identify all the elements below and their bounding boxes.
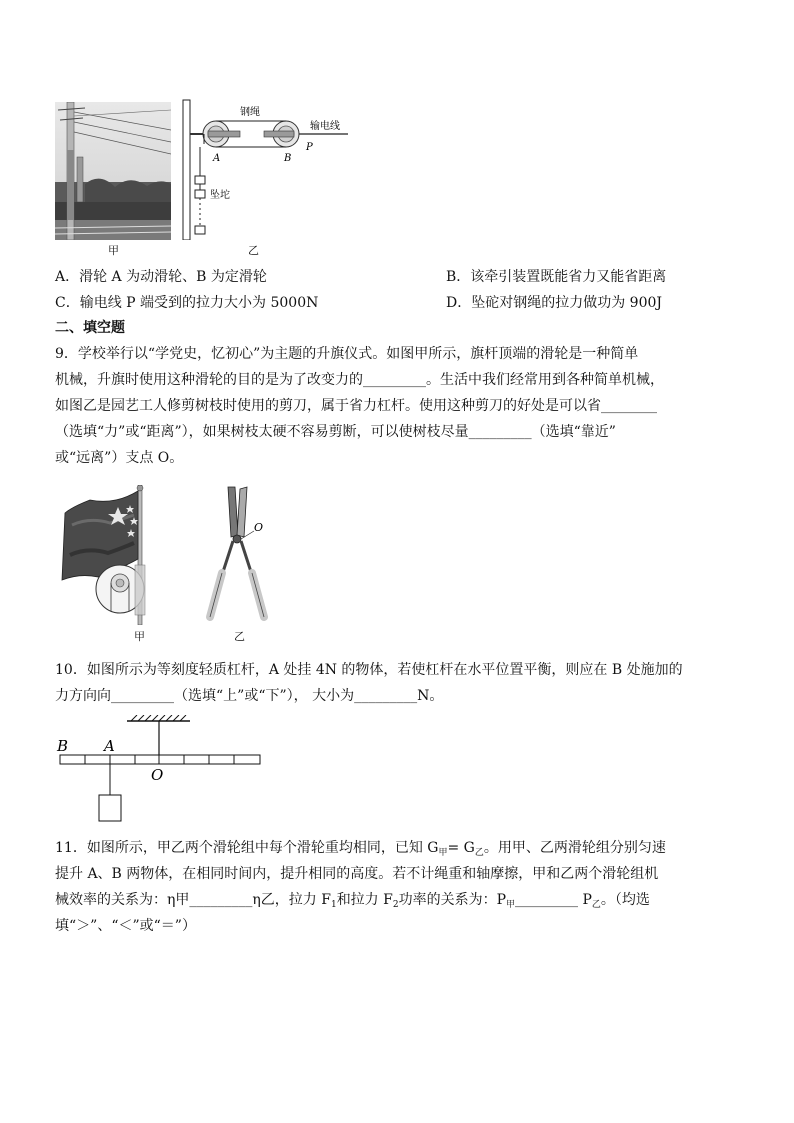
label-weight: 坠坨 [210, 190, 230, 201]
pulley-traction-diagram [178, 98, 358, 240]
label-pulley-a: A [213, 153, 221, 164]
q11-sub-p-yi: 乙 [591, 900, 601, 910]
q9-line-5: 或“远离”）支点 O。 [55, 450, 184, 466]
figure-power-line-photo [55, 102, 171, 240]
label-rope: 钢绳 [240, 107, 260, 118]
label-wire: 输电线 [310, 121, 340, 132]
lever-label-b: B [57, 737, 69, 755]
q10-line-2: 力方向向_________（选填“上”或“下”）， 大小为_________N。 [55, 688, 444, 704]
q8-option-d: D．坠砣对钢绳的拉力做功为 900J [446, 295, 663, 311]
q10-line-1: 10．如图所示为等刻度轻质杠杆，A 处挂 4N 的物体，若使杠杆在水平位置平衡，则应在 B 处施加的 [55, 662, 683, 678]
q9-line-1: 9．学校举行以“学党史，忆初心”为主题的升旗仪式。如图甲所示，旗杆顶端的滑轮是一种简单 [55, 346, 639, 362]
q8-option-c: C．输电线 P 端受到的拉力大小为 5000N [55, 295, 319, 311]
q11-line-1-text-c: 。用甲、乙两滑轮组分别匀速 [483, 840, 666, 856]
q11-line-4: 填“＞”、“＜”或“＝”） [55, 918, 196, 934]
q9-line-3: 如图乙是园艺工人修剪树枝时使用的剪刀，属于省力杠杆。使用这种剪刀的好处是可以省________ [55, 398, 657, 414]
q11-line-2: 提升 A、B 两物体，在相同时间内，提升相同的高度。若不计绳重和轴摩擦，甲和乙两个滑轮组机 [55, 866, 659, 882]
q11-sub-f2: 2 [392, 900, 399, 910]
q11-line-1-text-a: 11．如图所示，甲乙两个滑轮组中每个滑轮重均相同，已知 G [55, 840, 439, 856]
lever-label-o: O [151, 766, 164, 784]
q11-line-3 [55, 890, 745, 915]
q11-line-1 [55, 838, 745, 863]
q9-line-4: （选填“力”或“距离”），如果树枝太硬不容易剪断，可以使树枝尽量_________（选填“靠近” [55, 424, 616, 440]
figure9-caption-jia: 甲 [134, 630, 145, 643]
label-point-p: P [306, 142, 313, 153]
figure-flag-pulley [60, 485, 160, 625]
q11-line-3-text-a: 械效率的关系为：η甲_________η乙，拉力 F [55, 892, 331, 908]
q11-sub-p-jia: 甲 [506, 900, 516, 910]
q11-line-3-text-d: _________ P [515, 892, 592, 908]
q11-line-3-text-e: 。（均选 [600, 892, 650, 908]
q11-line-1-text-b: = G [447, 840, 475, 856]
section-title-fill-in: 二、填空题 [55, 320, 125, 336]
flag-pulley-image [60, 485, 160, 625]
q11-sub-g-jia: 甲 [438, 848, 448, 858]
q9-line-2: 机械，升旗时使用这种滑轮的目的是为了改变力的_________。生活中我们经常用到各种简单机械， [55, 372, 664, 388]
q11-sub-f1: 1 [330, 900, 337, 910]
q8-option-a: A．滑轮 A 为动滑轮、B 为定滑轮 [55, 269, 267, 285]
label-pulley-b: B [284, 153, 292, 164]
figure-lever [55, 715, 265, 825]
figure8-caption-yi: 乙 [248, 244, 259, 257]
power-line-photo-image [55, 102, 171, 240]
figure8-caption-jia: 甲 [108, 244, 119, 257]
q11-sub-g-yi: 乙 [474, 848, 484, 858]
lever-diagram [55, 715, 265, 825]
garden-shears-image [200, 485, 280, 625]
figure9-caption-yi: 乙 [234, 630, 245, 643]
q11-line-3-text-b: 和拉力 F [336, 892, 393, 908]
shears-pivot-label-o: O [254, 521, 264, 534]
lever-label-a: A [104, 737, 115, 755]
figure-garden-shears [200, 485, 280, 625]
figure-pulley-traction-diagram [178, 98, 358, 240]
q8-option-b: B．该牵引装置既能省力又能省距离 [446, 269, 667, 285]
q11-line-3-text-c: 功率的关系为：P [398, 892, 507, 908]
